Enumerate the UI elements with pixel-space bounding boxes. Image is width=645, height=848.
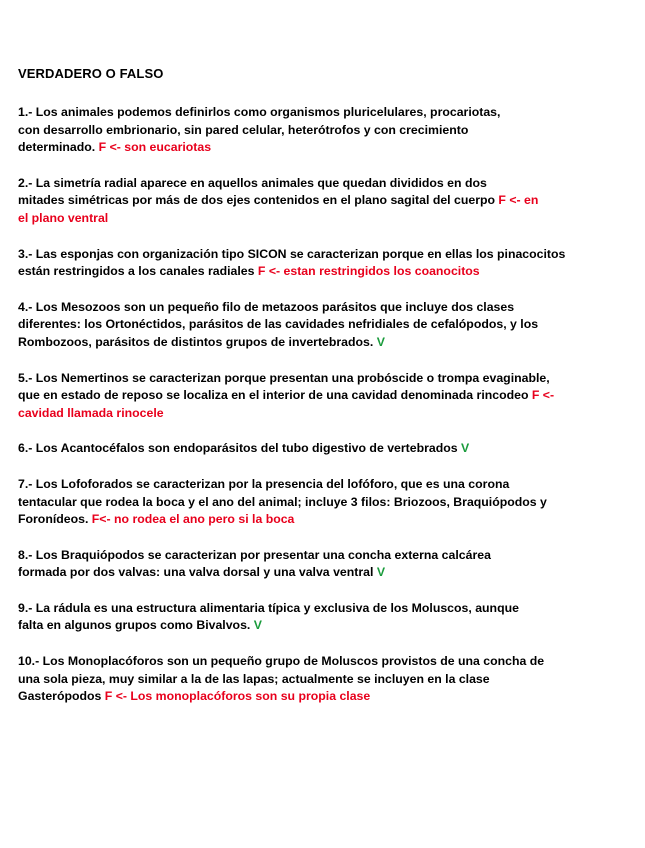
question-text-line: 8.- Los Braquiópodos se caracterizan por presentar una concha externa calcárea (18, 547, 491, 562)
question-text-line: mitades simétricas por más de dos ejes contenidos en el plano sagital del cuerpo (18, 193, 499, 208)
question-text-line: diferentes: los Ortonéctidos, parásitos de las cavidades nefridiales de cefalópodos, y los (18, 317, 539, 332)
question-text-line: Rombozoos, parásitos de distintos grupos de invertebrados. (18, 334, 377, 349)
answer-true: V (376, 334, 385, 349)
page-title: VERDADERO O FALSO (18, 66, 164, 81)
question-text-line: que en estado de reposo se localiza en el interior de una cavidad denominada rincodeo (18, 388, 532, 403)
document-page (18, 66, 618, 724)
question-6 (18, 440, 618, 458)
question-9 (18, 600, 618, 635)
answer-false: F<- no rodea el ano pero si la boca (91, 512, 295, 527)
question-text-line: falta en algunos grupos como Bivalvos. (18, 618, 254, 633)
answer-false: F <- son eucariotas (98, 140, 212, 155)
question-2 (18, 175, 618, 228)
answer-true: V (376, 565, 386, 580)
question-3 (18, 246, 618, 281)
answer-true: V (461, 441, 470, 456)
question-text-line: Foronídeos. (18, 512, 92, 527)
question-text-line: con desarrollo embrionario, sin pared celular, heterótrofos y con crecimiento (18, 122, 469, 137)
question-text-line: 2.- La simetría radial aparece en aquellos animales que quedan divididos en dos (18, 175, 487, 190)
question-text-line: formada por dos valvas: una valva dorsal y una valva ventral (18, 565, 377, 580)
question-text-line: una sola pieza, muy similar a la de las lapas; actualmente se incluyen en la clase (18, 671, 490, 686)
question-text-line: 10.- Los Monoplacóforos son un pequeño grupo de Moluscos provistos de una concha de (18, 654, 545, 669)
question-7 (18, 476, 618, 529)
question-text-line: 9.- La rádula es una estructura alimentaria típica y exclusiva de los Moluscos, aunque (18, 600, 519, 615)
answer-false-continued: cavidad llamada rinocele (18, 405, 164, 420)
question-5 (18, 370, 618, 423)
question-10 (18, 653, 618, 706)
answer-false: F <- (531, 388, 555, 403)
question-4 (18, 299, 618, 352)
question-1 (18, 104, 618, 157)
question-text-line: Gasterópodos (18, 689, 105, 704)
question-text-line: 4.- Los Mesozoos son un pequeño filo de metazoos parásitos que incluye dos clases (18, 299, 515, 314)
answer-false: F <- estan restringidos los coanocitos (257, 264, 480, 279)
question-text-line: 6.- Los Acantocéfalos son endoparásitos del tubo digestivo de vertebrados (18, 441, 462, 456)
question-text-line: determinado. (18, 140, 99, 155)
answer-true: V (253, 618, 262, 633)
question-text-line: 1.- Los animales podemos definirlos como organismos pluricelulares, procariotas, (18, 105, 501, 119)
answer-false: F <- en (498, 193, 539, 208)
question-text-line: tentacular que rodea la boca y el ano del animal; incluye 3 filos: Briozoos, Braquiópodos y (18, 494, 547, 509)
answer-false: F <- Los monoplacóforos son su propia clase (104, 689, 371, 704)
question-text-line: 5.- Los Nemertinos se caracterizan porque presentan una probóscide o trompa evaginable, (18, 370, 550, 385)
question-text-line: 7.- Los Lofoforados se caracterizan por la presencia del lofóforo, que es una corona (18, 476, 510, 491)
question-text-line: están restringidos a los canales radiales (18, 264, 258, 279)
question-text-line: 3.- Las esponjas con organización tipo SICON se caracterizan porque en ellas los pinacocitos (18, 246, 566, 261)
answer-false-continued: el plano ventral (18, 210, 109, 225)
question-8 (18, 547, 618, 582)
